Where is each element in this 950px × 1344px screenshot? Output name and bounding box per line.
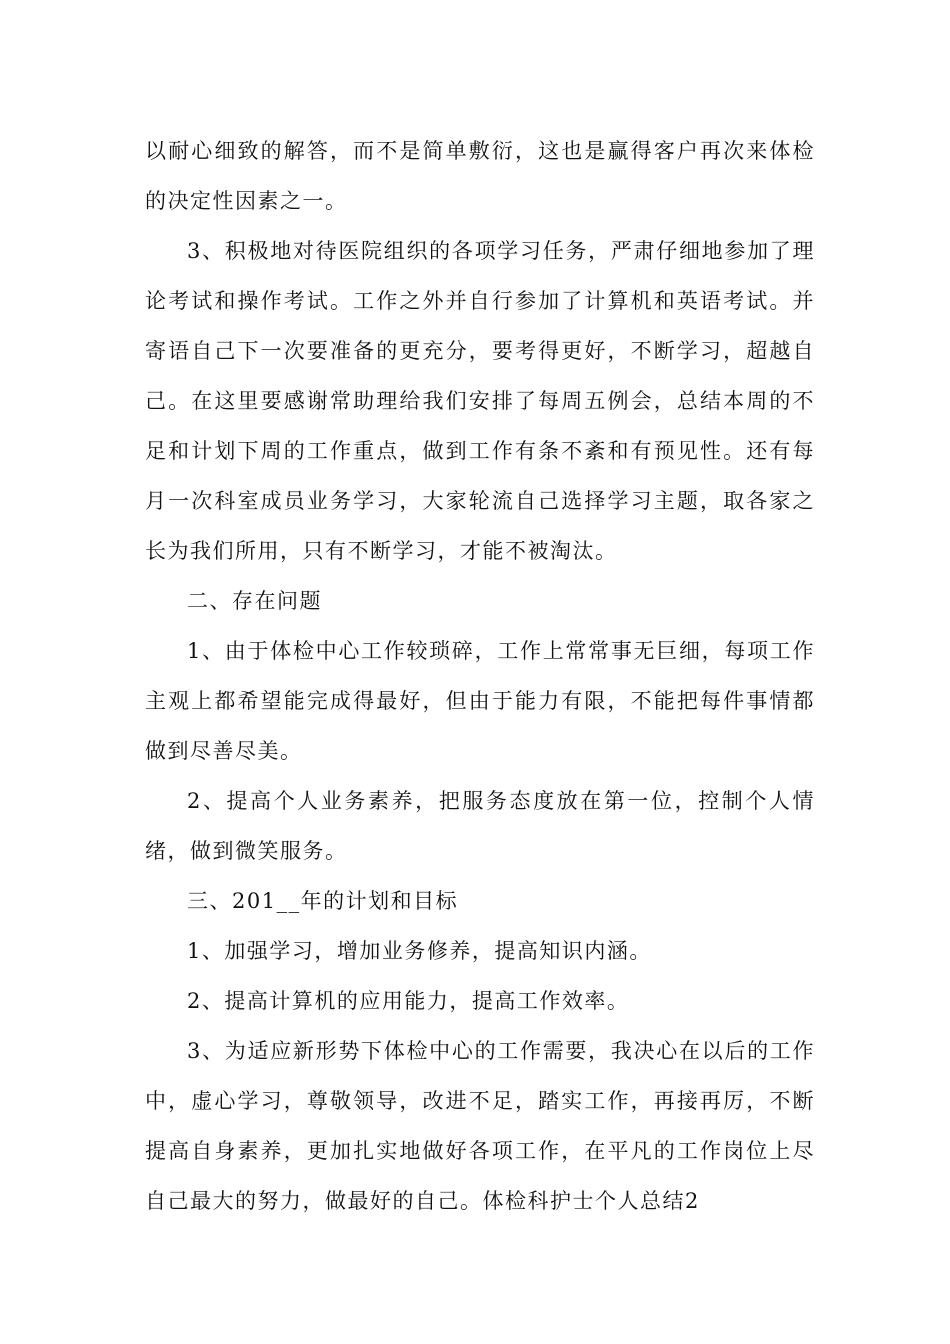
paragraph-learning-tasks: 3、积极地对待医院组织的各项学习任务，严肃仔细地参加了理论考试和操作考试。工作之外并自行参加了计算机和英语考试。并寄语自己下一次要准备的更充分，要考得更好，不断学习，超越自己。在这里要感谢常助理给我们安排了每周五例会，总结本周的不足和计划下周的工作重点，做到工作有条不紊和有预见性。还有每月一次科室成员业务学习，大家轮流自己选择学习主题，取各家之长为我们所用，只有不断学习，才能不被淘汰。 [145,239,815,563]
section-heading-plan: 三、201__年的计划和目标 [187,889,459,913]
paragraph-plan-3: 3、为适应新形势下体检中心的工作需要，我决心在以后的工作中，虚心学习，尊敬领导，改进不足，踏实工作，再接再厉，不断提高自身素养，更加扎实地做好各项工作，在平凡的工作岗位上尽自己最大的努力，做最好的自己。体检科护士个人总结2 [145,1039,815,1213]
paragraph-plan-1: 1、加强学习，增加业务修养，提高知识内涵。 [187,939,652,963]
paragraph-problem-2: 2、提高个人业务素养，把服务态度放在第一位，控制个人情绪，做到微笑服务。 [145,789,815,863]
section-heading-problems: 二、存在问题 [187,589,322,613]
paragraph-plan-2: 2、提高计算机的应用能力，提高工作效率。 [187,989,630,1013]
paragraph-problem-1: 1、由于体检中心工作较琐碎，工作上常常事无巨细，每项工作主观上都希望能完成得最好，但由于能力有限，不能把每件事情都做到尽善尽美。 [145,639,815,763]
paragraph-continuation: 以耐心细致的解答，而不是简单敷衍，这也是赢得客户再次来体检的决定性因素之一。 [145,139,815,213]
